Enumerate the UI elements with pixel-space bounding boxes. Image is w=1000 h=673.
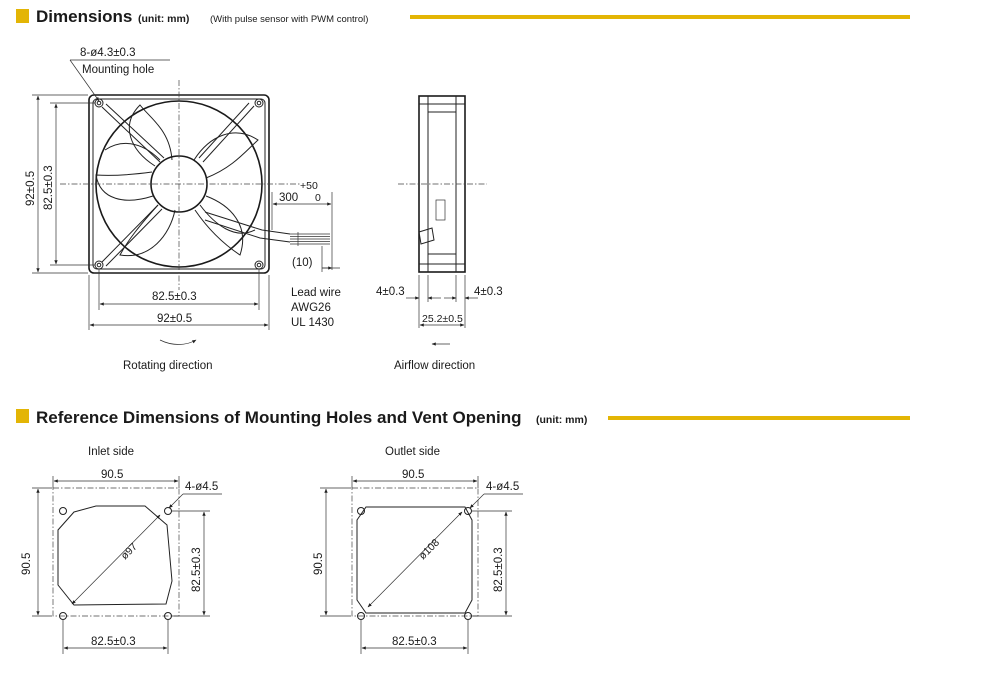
rotation-label: Rotating direction — [123, 360, 213, 372]
width-pitch-label: 82.5±0.3 — [152, 291, 197, 303]
lead-wire-line3: UL 1430 — [291, 317, 335, 329]
airflow-label: Airflow direction — [394, 360, 476, 372]
strip-length-label: (10) — [292, 257, 313, 269]
section1-rule — [410, 15, 910, 19]
front-view — [25, 47, 341, 372]
section1-marker — [16, 9, 29, 23]
section2-marker — [16, 409, 29, 423]
outlet-label: Outlet side — [385, 446, 440, 458]
inlet-v-pitch-label: 82.5±0.3 — [191, 547, 203, 592]
outlet-holes-label: 4-ø4.5 — [486, 481, 520, 493]
width-outer-label: 92±0.5 — [157, 313, 193, 325]
height-outer-label: 92±0.5 — [25, 170, 37, 206]
outlet-diagram — [313, 446, 523, 654]
section1-note: (With pulse sensor with PWM control) — [210, 14, 369, 25]
outlet-diameter-label: ø108 — [416, 536, 443, 563]
outlet-height-label: 90.5 — [313, 552, 325, 575]
lead-tolerance-label: +50 — [300, 180, 318, 192]
section1-header — [16, 7, 910, 26]
inlet-width-label: 90.5 — [101, 469, 124, 481]
side-view — [376, 96, 503, 372]
rotation-arrow-icon — [160, 340, 196, 345]
right-flange-label: 4±0.3 — [474, 286, 503, 298]
inlet-holes-label: 4-ø4.5 — [185, 481, 219, 493]
section2-rule — [608, 416, 910, 420]
section2-unit: (unit: mm) — [536, 414, 588, 426]
section2-title: Reference Dimensions of Mounting Holes and Vent Opening — [36, 408, 522, 427]
left-flange-label: 4±0.3 — [376, 286, 405, 298]
lead-wire-line2: AWG26 — [291, 302, 331, 314]
inlet-label: Inlet side — [88, 446, 135, 458]
lead-tolerance-low-label: 0 — [315, 192, 321, 204]
lead-wire-line1: Lead wire — [291, 287, 341, 299]
inlet-height-label: 90.5 — [21, 552, 33, 575]
height-pitch-label: 82.5±0.3 — [43, 165, 55, 210]
inlet-diagram — [21, 446, 222, 654]
outlet-h-pitch-label: 82.5±0.3 — [392, 636, 437, 648]
section2-header — [16, 408, 910, 427]
section1-title: Dimensions — [36, 7, 133, 26]
lead-length-label: 300 — [279, 192, 299, 204]
mounting-hole-label: Mounting hole — [82, 64, 155, 76]
depth-label: 25.2±0.5 — [422, 313, 463, 325]
outlet-width-label: 90.5 — [402, 469, 425, 481]
inlet-h-pitch-label: 82.5±0.3 — [91, 636, 136, 648]
outlet-v-pitch-label: 82.5±0.3 — [493, 547, 505, 592]
lead-wire-icon — [290, 232, 330, 246]
hole-spec-label: 8-ø4.3±0.3 — [80, 47, 136, 59]
inlet-diameter-label: ø97 — [118, 540, 140, 563]
section1-unit: (unit: mm) — [138, 13, 190, 25]
